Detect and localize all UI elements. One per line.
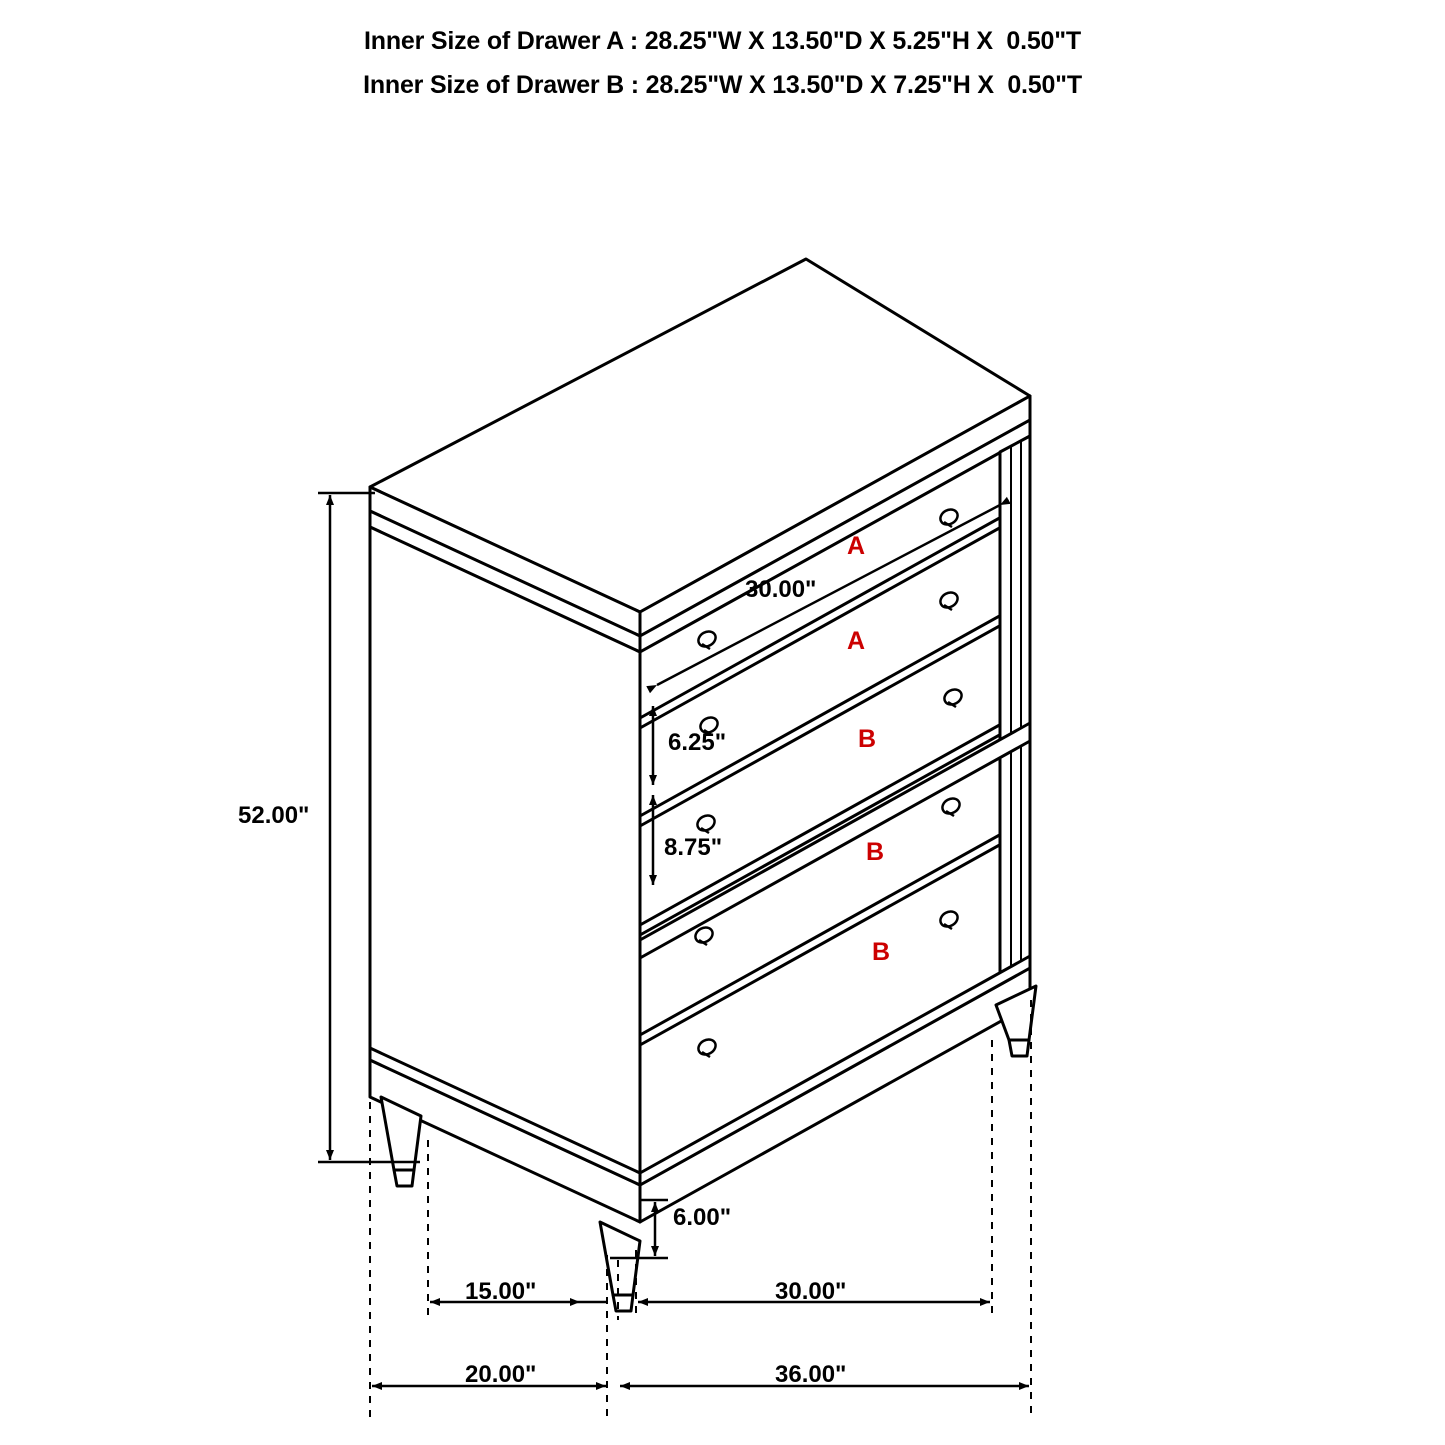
drawer-label-5: B — [872, 938, 891, 966]
dim-label-drawer-front-width: 30.00" — [745, 576, 817, 603]
drawer-label-3: B — [858, 725, 877, 753]
dim-label-drawer-a-height: 6.25" — [668, 729, 727, 756]
drawer-label-2: A — [847, 627, 866, 655]
cabinet-body — [370, 259, 1036, 1311]
dim-label-depth-overall: 20.00" — [465, 1361, 537, 1388]
drawer-label-1: A — [847, 532, 866, 560]
dim-label-depth-side: 15.00" — [465, 1278, 537, 1305]
drawer-b-inner-size-text: Inner Size of Drawer B : 28.25"W X 13.50"D X 7.25"H X 0.50"T — [363, 71, 1082, 99]
dim-label-width-front: 30.00" — [775, 1278, 847, 1305]
drawer-a-inner-size-text: Inner Size of Drawer A : 28.25"W X 13.50"D X 5.25"H X 0.50"T — [364, 27, 1081, 55]
dim-label-drawer-b-height: 8.75" — [664, 834, 723, 861]
drawer-label-4: B — [866, 838, 885, 866]
dim-label-width-overall: 36.00" — [775, 1361, 847, 1388]
dim-label-height-total: 52.00" — [238, 802, 310, 829]
dim-label-leg-height: 6.00" — [673, 1204, 732, 1231]
corner-post — [1000, 436, 1030, 984]
